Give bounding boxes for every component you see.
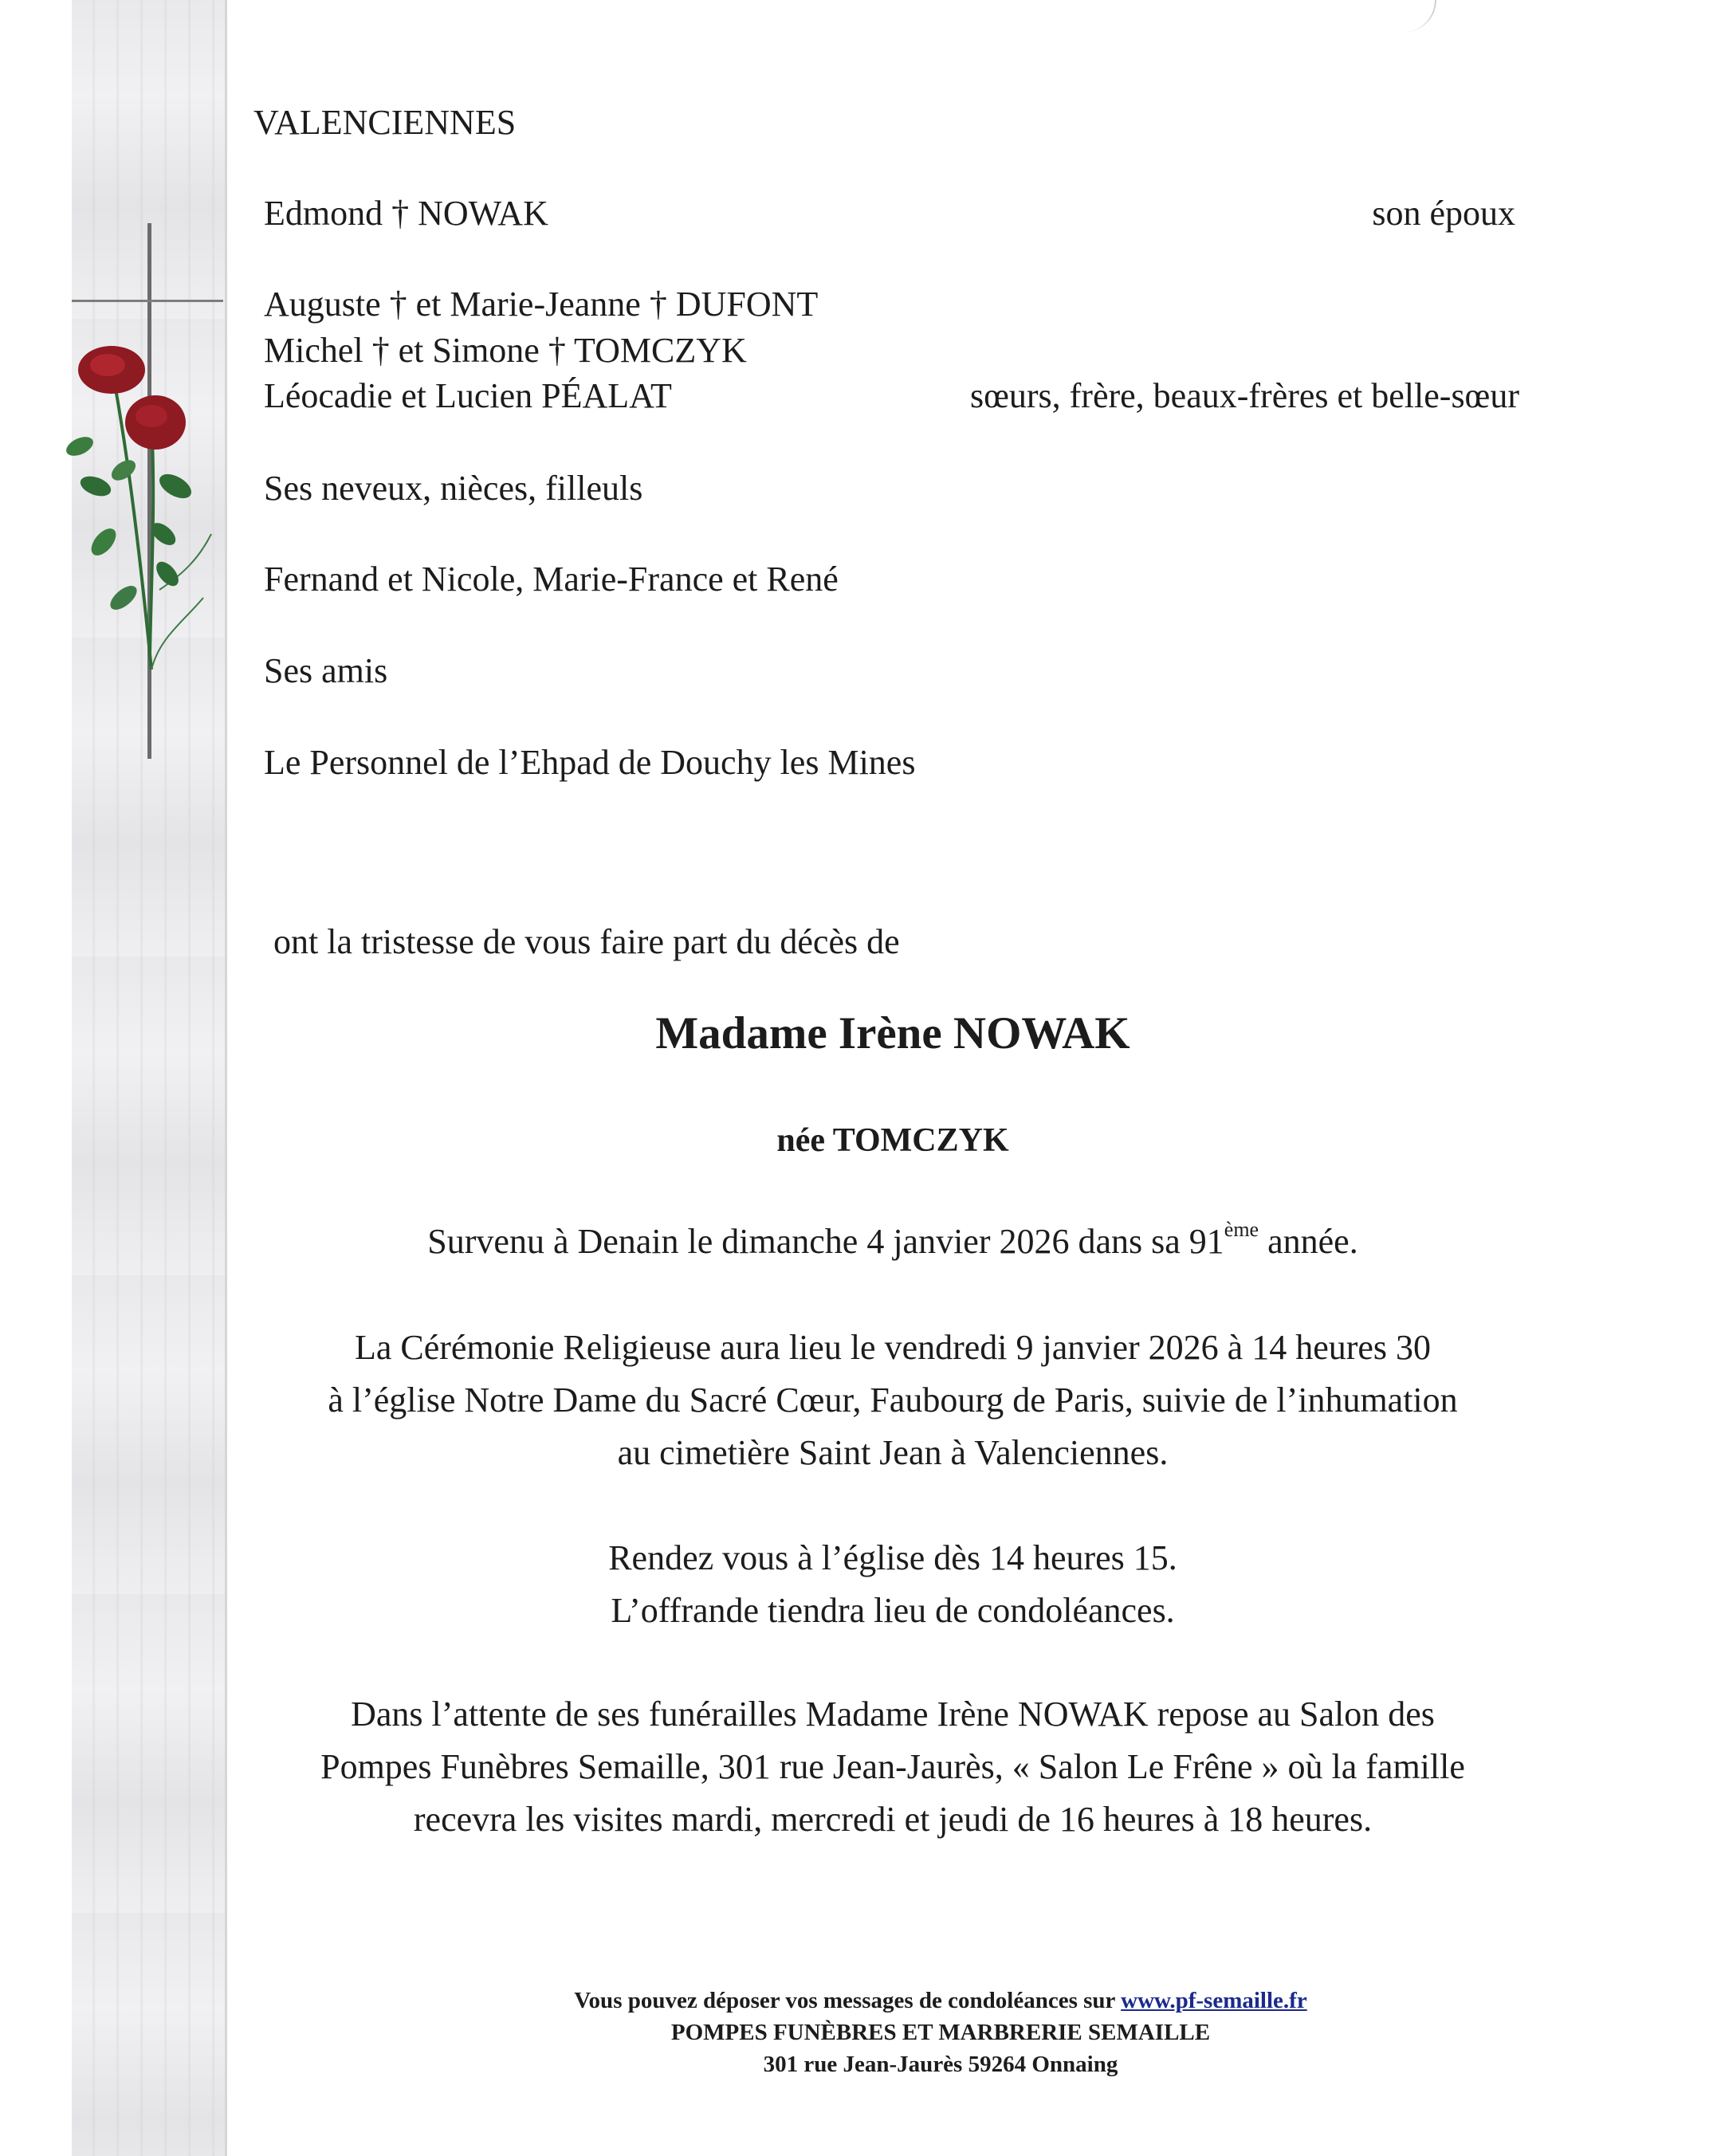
scan-mark — [1403, 0, 1436, 32]
sibling-line-3: Léocadie et Lucien PÉALAT — [264, 376, 672, 415]
roses-illustration — [64, 335, 223, 701]
cross-horizontal — [72, 300, 223, 302]
visits-block — [0, 1688, 1713, 1846]
footer-company: POMPES FUNÈBRES ET MARBRERIE SEMAILLE — [670, 2020, 1211, 2045]
ceremony-line-1: La Cérémonie Religieuse aura lieu le vendredi 9 janvier 2026 à 14 heures 30 — [354, 1328, 1432, 1367]
siblings-relation: sœurs, frère, beaux-frères et belle-sœur — [969, 376, 1519, 415]
death-notice: Survenu à Denain le dimanche 4 janvier 2026 dans sa 91ème année. — [427, 1218, 1358, 1261]
maiden-name: née TOMCZYK — [776, 1122, 1009, 1159]
spouse-relation: son époux — [1372, 194, 1515, 233]
staff-line: Le Personnel de l’Ehpad de Douchy les Mines — [264, 743, 916, 782]
footer-condolences: Vous pouvez déposer vos messages de condoléances sur www.pf-semaille.fr — [574, 1988, 1307, 2013]
meeting-block — [0, 1532, 1713, 1637]
nephews-line: Ses neveux, nièces, filleuls — [264, 469, 643, 508]
close-family-line: Fernand et Nicole, Marie-France et René — [264, 560, 839, 599]
deceased-name: Madame Irène NOWAK — [655, 1008, 1130, 1058]
city-header: VALENCIENNES — [253, 103, 517, 142]
website-link[interactable]: www.pf-semaille.fr — [1121, 1988, 1307, 2013]
ceremony-line-3: au cimetière Saint Jean à Valenciennes. — [617, 1433, 1169, 1472]
meeting-line-2: L’offrande tiendra lieu de condoléances. — [611, 1591, 1175, 1630]
ceremony-block — [0, 1321, 1713, 1479]
sibling-line-2: Michel † et Simone † TOMCZYK — [264, 331, 747, 370]
visits-line-3: recevra les visites mardi, mercredi et jeudi de 16 heures à 18 heures. — [413, 1800, 1373, 1839]
ceremony-line-2: à l’église Notre Dame du Sacré Cœur, Faubourg de Paris, suivie de l’inhumation — [328, 1380, 1458, 1420]
announcement-intro: ont la tristesse de vous faire part du décès de — [273, 922, 900, 961]
meeting-line-1: Rendez vous à l’église dès 14 heures 15. — [608, 1538, 1177, 1577]
visits-line-1: Dans l’attente de ses funérailles Madame Irène NOWAK repose au Salon des — [351, 1695, 1435, 1734]
visits-line-2: Pompes Funèbres Semaille, 301 rue Jean-Jaurès, « Salon Le Frêne » où la famille — [320, 1747, 1465, 1786]
footer-address: 301 rue Jean-Jaurès 59264 Onnaing — [763, 2052, 1118, 2077]
friends-line: Ses amis — [264, 651, 388, 690]
sibling-line-1: Auguste † et Marie-Jeanne † DUFONT — [264, 285, 819, 324]
spouse-names: Edmond † NOWAK — [264, 194, 548, 233]
